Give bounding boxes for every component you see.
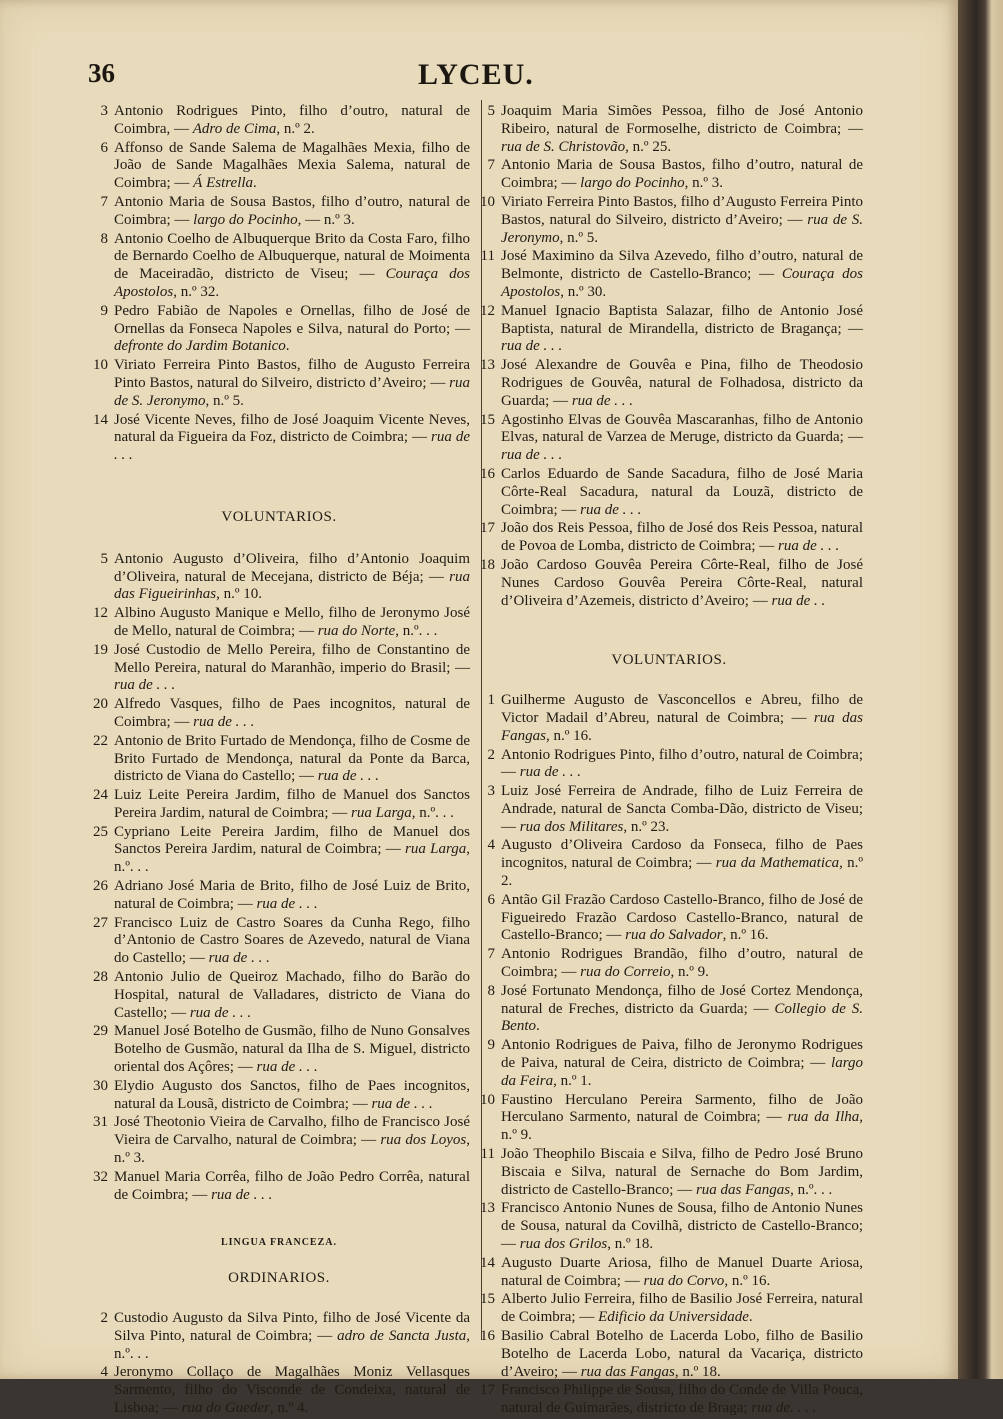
list-item xyxy=(475,248,863,301)
entry-text: Manuel Ignacio Baptista Salazar, filho de Antonio José Baptista, natural de Mirandella, districto de Bragança; — xyxy=(501,302,863,337)
entry-text: Cypriano Leite Pereira Jardim, filho de Manuel dos Sanctos Pereira Jardim, natural de Coimbra; — xyxy=(114,823,470,858)
entry-number: 17 xyxy=(480,1382,495,1399)
entry-number: 12 xyxy=(480,302,495,319)
entry-address: rua de . . . xyxy=(778,538,840,555)
section-heading-voluntarios-right: VOLUNTARIOS. xyxy=(611,652,727,669)
entry-tail: , n.º 18. xyxy=(607,1236,654,1253)
entry-text: Antonio Rodrigues Brandão, filho d’outro, natural de Coimbra; — xyxy=(501,946,863,981)
list-item xyxy=(475,303,863,356)
entry-address: defronte do Jardim Botanico xyxy=(114,338,286,355)
entry-tail: , n.º 9. xyxy=(670,964,709,981)
list-item xyxy=(475,157,863,193)
entry-text: João Theophilo Biscaia e Silva, filho de Pedro José Bruno Biscaia e Silva, natural de Sernache do Bom Jardim, districto de Castello-Branco; — xyxy=(501,1146,863,1198)
entry-number: 18 xyxy=(480,556,495,573)
entry-tail: , n.º 16. xyxy=(722,927,769,944)
entry-address: adro de Sancta Justa xyxy=(337,1327,467,1344)
entry-number: 4 xyxy=(487,837,495,854)
entry-number: 6 xyxy=(100,139,108,156)
entry-number: 10 xyxy=(93,357,108,374)
entry-number: 17 xyxy=(480,520,495,537)
list-item xyxy=(88,231,470,302)
entry-address: rua de . . . xyxy=(371,1095,433,1112)
entry-tail: , n.º. . . xyxy=(411,804,454,821)
entry-number: 19 xyxy=(93,641,108,658)
entry-text: Guilherme Augusto de Vasconcellos e Abreu, filho de Victor Madail d’Abreu, natural de Coimbra; — xyxy=(501,692,863,726)
entry-text: Antonio Maria de Sousa Bastos, filho d’outro, natural de Coimbra; — xyxy=(501,157,863,192)
section-heading-lingua-franceza: LINGUA FRANCEZA. xyxy=(220,1237,337,1249)
entry-address: rua das Fangas xyxy=(695,1181,791,1198)
entry-text: João Cardoso Gouvêa Pereira Côrte-Real, filho de José Nunes Cardoso Gouvêa Pereira Côrte-Real, natural d’Oliveira d’Azemeis, districto d’Aveiro; — xyxy=(501,556,863,609)
entry-tail: , n.º 23. xyxy=(623,818,670,835)
entry-number: 22 xyxy=(93,732,108,749)
list-item xyxy=(88,551,470,604)
list-item xyxy=(88,824,470,877)
entry-number: 31 xyxy=(93,1114,108,1131)
entry-text: Alfredo Vasques, filho de Paes incognitos, natural de Coimbra; — xyxy=(114,696,470,730)
right-column xyxy=(475,103,863,1419)
entry-address: rua de . . . xyxy=(256,895,318,912)
list-item xyxy=(475,892,863,945)
entry-tail: , n.º 1. xyxy=(553,1072,592,1089)
entry-address: rua dos Militares xyxy=(519,818,624,835)
entry-number: 2 xyxy=(487,746,495,763)
entry-tail: , — n.º 3. xyxy=(297,211,355,228)
entry-text: Augusto Duarte Ariosa, filho de Manuel Duarte Ariosa, natural de Coimbra; — xyxy=(501,1254,863,1289)
entry-address: Edificio da Universidade xyxy=(598,1309,749,1326)
entry-address: rua de . . . xyxy=(519,764,581,781)
entry-text: Agostinho Elvas de Gouvêa Mascaranhas, filho de Antonio Elvas, natural de Varzea de Meruge, districto da Guarda; — xyxy=(501,411,863,446)
list-item xyxy=(88,696,470,732)
entry-text: Antonio Coelho de Albuquerque Brito da Costa Faro, filho de Bernardo Coelho de Albuquerque, natural de Moimenta de Maceiradão, districto de Viseu; — xyxy=(114,230,470,283)
entry-address: rua de . . . xyxy=(193,713,255,730)
entry-address: rua das Fangas xyxy=(580,1363,675,1380)
entry-text: José Vicente Neves, filho de José Joaquim Vicente Neves, natural da Figueira da Foz, districto de Coimbra; — xyxy=(114,411,470,446)
entry-address: rua de . . . xyxy=(317,768,380,785)
entry-text: Adriano José Maria de Brito, filho de José Luiz de Brito, natural de Coimbra; — xyxy=(114,878,470,912)
list-item xyxy=(475,520,863,556)
list-item xyxy=(88,605,470,641)
section-heading-voluntarios-left: VOLUNTARIOS. xyxy=(221,508,337,525)
entry-tail: , n.º 9. xyxy=(501,1109,864,1144)
entry-number: 14 xyxy=(480,1254,495,1271)
list-item xyxy=(475,466,863,519)
entry-text: Francisco Antonio Nunes de Sousa, filho de Antonio Nunes de Sousa, natural da Covilhã, districto de Castello-Branco; — xyxy=(501,1200,863,1253)
entry-text: Manuel José Botelho de Gusmão, filho de Nuno Gonsalves Botelho de Gusmão, natural da Ilha de S. Miguel, districto oriental dos Açôres; — xyxy=(114,1023,470,1076)
list-item xyxy=(88,878,470,914)
list-item xyxy=(88,1023,470,1076)
entry-tail: , n.º. . . xyxy=(114,1327,470,1362)
entry-address: Couraça dos Apostolos xyxy=(501,266,863,300)
entry-address: rua de S. Christovão xyxy=(501,138,626,155)
entry-address: largo do Pocinho xyxy=(580,175,685,192)
entry-tail: , n.º 16. xyxy=(546,727,592,744)
entry-address: rua de . . . xyxy=(211,1186,273,1203)
entry-address: rua de . . . xyxy=(114,429,470,464)
entry-text: Viriato Ferreira Pinto Bastos, filho de Augusto Ferreira Pinto Bastos, natural do Silveiro, districto d’Aveiro; — xyxy=(114,357,470,391)
list-item xyxy=(88,733,470,786)
entry-address: rua de . . . xyxy=(189,1004,252,1021)
entry-number: 28 xyxy=(93,969,108,986)
entry-tail: , n.º. . . xyxy=(395,622,438,639)
list-item xyxy=(88,1114,470,1167)
entry-text: Francisco Luiz de Castro Soares da Cunha Rego, filho d’Antonio de Castro Soares de Azevedo, natural de Viana do Castello; — xyxy=(114,914,470,967)
entry-address: largo do Pocinho xyxy=(193,211,298,228)
entry-number: 13 xyxy=(480,357,495,374)
entry-address: rua da Ilha xyxy=(787,1109,860,1126)
page-header xyxy=(88,58,868,98)
entry-number: 7 xyxy=(487,157,495,174)
entry-number: 29 xyxy=(93,1023,108,1040)
entry-text: Alberto Julio Ferreira, filho de Basilio José Ferreira, natural de Coimbra; — xyxy=(501,1291,863,1326)
entry-tail: , n.º 4. xyxy=(269,1400,309,1416)
entry-number: 24 xyxy=(93,787,108,804)
list-item xyxy=(88,642,470,695)
entry-address: rua de . . . xyxy=(571,392,634,409)
entry-text: Luiz Leite Pereira Jardim, filho de Manuel dos Sanctos Pereira Jardim, natural de Coimbra; — xyxy=(114,787,470,821)
entry-text: Faustino Herculano Pereira Sarmento, filho de João Herculano Sarmento, natural de Coimbra; — xyxy=(501,1091,863,1126)
list-item xyxy=(88,303,470,356)
entry-number: 30 xyxy=(93,1077,108,1094)
entry-text: Francisco Philippe de Sousa, filho do Conde de Villa Pouca, natural de Guimarães, districto de Braga; xyxy=(501,1382,863,1417)
entry-number: 5 xyxy=(100,550,108,567)
entry-number: 4 xyxy=(100,1364,108,1381)
entry-number: 8 xyxy=(487,982,495,999)
entry-tail: , n.º 2. xyxy=(501,855,864,890)
entry-text: Albino Augusto Manique e Mello, filho de Jeronymo José de Mello, natural de Coimbra; — xyxy=(114,605,470,639)
entry-tail: . xyxy=(253,175,257,192)
entry-number: 7 xyxy=(487,946,495,963)
list-item xyxy=(475,357,863,410)
entry-text: Antonio Maria de Sousa Bastos, filho d’outro, natural de Coimbra; — xyxy=(114,193,470,228)
entry-text: Viriato Ferreira Pinto Bastos, filho d’Augusto Ferreira Pinto Bastos, natural do Silveiro, districto d’Aveiro; — xyxy=(501,193,863,228)
entry-number: 2 xyxy=(100,1310,108,1327)
entry-text: José Alexandre de Gouvêa e Pina, filho de Theodosio Rodrigues de Gouvêa, natural de Folhadosa, districto da Guarda; — xyxy=(501,357,863,409)
entry-tail: . xyxy=(748,1309,753,1326)
entry-text: José Custodio de Mello Pereira, filho de Constantino de Mello Pereira, natural do Maranhão, imperio do Brasil; — xyxy=(114,641,470,676)
list-item xyxy=(88,194,470,230)
entry-address: rua do Gueder xyxy=(181,1400,270,1416)
entry-number: 32 xyxy=(93,1168,108,1185)
entry-text: José Theotonio Vieira de Carvalho, filho de Francisco José Vieira de Carvalho, natural de Coimbra; — xyxy=(114,1114,470,1149)
entry-tail: , n.º 5. xyxy=(559,229,598,246)
list-item xyxy=(475,557,863,610)
entry-number: 12 xyxy=(93,605,108,622)
left-top-list xyxy=(88,103,470,465)
entry-number: 7 xyxy=(100,193,108,210)
entry-text: João dos Reis Pessoa, filho de José dos Reis Pessoa, natural de Povoa de Lomba, districto de Coimbra; — xyxy=(501,520,863,555)
list-item xyxy=(475,1291,863,1327)
entry-text: Antonio Augusto d’Oliveira, filho d’Antonio Joaquim d’Oliveira, natural de Mecejana, districto de Béja; — xyxy=(114,550,470,585)
list-item xyxy=(475,194,863,247)
list-item xyxy=(88,103,470,139)
entry-tail: . xyxy=(536,1018,540,1035)
entry-address: rua de . . . xyxy=(208,950,270,967)
entry-text: Joaquim Maria Simões Pessoa, filho de José Antonio Ribeiro, natural de Formoselhe, districto de Coimbra; — xyxy=(501,103,863,137)
list-item xyxy=(475,1382,863,1418)
entry-text: Antonio Rodrigues de Paiva, filho de Jeronymo Rodrigues de Paiva, natural de Ceira, districto de Coimbra; — xyxy=(501,1037,863,1072)
entry-address: rua de . . . xyxy=(256,1059,318,1076)
entry-text: Luiz José Ferreira de Andrade, filho de Luiz Ferreira de Andrade, natural de Sancta Comba-Dão, districto de Viseu; — xyxy=(501,783,863,835)
entry-text: Antonio Julio de Queiroz Machado, filho do Barão do Hospital, natural de Valladares, districto de Viana do Castello; — xyxy=(114,969,470,1021)
section-heading-ordinarios: ORDINARIOS. xyxy=(228,1270,330,1287)
entry-address: Couraça dos Apostolos xyxy=(114,266,470,300)
entry-address: rua do Norte xyxy=(317,622,396,639)
list-item xyxy=(88,357,470,410)
right-voluntarios-list xyxy=(475,692,863,1418)
list-item xyxy=(88,969,470,1022)
entry-address: rua dos Grilos xyxy=(519,1236,608,1253)
entry-tail: , n.º 18. xyxy=(674,1363,721,1380)
entry-tail: , n.º 10. xyxy=(216,586,262,603)
entry-text: Antão Gil Frazão Cardoso Castello-Branco, filho de José de Figueiredo Frazão Cardoso Castello-Branco, natural de Castello-Branco; — xyxy=(501,891,863,944)
entry-number: 8 xyxy=(100,230,108,247)
entry-text: Augusto d’Oliveira Cardoso da Fonseca, filho de Paes incognitos, natural de Coimbra; — xyxy=(501,837,863,872)
entry-text: Basilio Cabral Botelho de Lacerda Lobo, filho de Basilio Botelho de Lacerda Lobo, natural da Vacariça, districto d’Aveiro; — xyxy=(501,1328,863,1380)
entry-tail: , n.º 2. xyxy=(276,120,315,137)
entry-address: rua das Figueirinhas xyxy=(114,568,470,603)
entry-address: rua de . . xyxy=(771,592,826,609)
entry-address: Á Estrella xyxy=(193,175,254,192)
entry-text: Antonio de Brito Furtado de Mendonça, filho de Cosme de Brito Furtado de Mendonça, natural da Ponte da Barca, districto de Viana do Castello; — xyxy=(114,732,470,785)
entry-number: 13 xyxy=(480,1200,495,1217)
entry-text: Elydio Augusto dos Sanctos, filho de Paes incognitos, natural da Lousã, districto de Coimbra; — xyxy=(114,1077,470,1112)
entry-text: José Fortunato Mendonça, filho de José Cortez Mendonça, natural de Freches, districto da Guarda; — xyxy=(501,982,863,1017)
entry-address: rua de . . . xyxy=(501,447,563,464)
list-item xyxy=(475,1200,863,1253)
list-item xyxy=(88,1078,470,1114)
entry-number: 14 xyxy=(93,411,108,428)
entry-address: rua de . . . xyxy=(501,338,563,355)
entry-tail: , n.º. . . xyxy=(790,1181,833,1198)
list-item xyxy=(88,915,470,968)
left-voluntarios-list xyxy=(88,551,470,1205)
list-item xyxy=(88,1310,470,1363)
entry-text: Jeronymo Collaço de Magalhães Moniz Vellasques Sarmento, filho do Visconde de Condeixa, natural de Lisboa; — xyxy=(114,1364,470,1416)
entry-number: 16 xyxy=(480,465,495,482)
list-item xyxy=(475,1092,863,1145)
entry-number: 10 xyxy=(480,193,495,210)
entry-tail: , n.º 16. xyxy=(724,1272,771,1289)
list-item xyxy=(88,140,470,193)
entry-address: largo da Feira xyxy=(501,1055,863,1089)
entry-tail: , n.º 5. xyxy=(205,392,244,409)
entry-number: 3 xyxy=(100,103,108,119)
entry-number: 25 xyxy=(93,823,108,840)
entry-text: Antonio Rodrigues Pinto, filho d’outro, natural de Coimbra, — xyxy=(114,103,470,137)
entry-address: rua de S. Jeronymo xyxy=(501,211,863,246)
entry-number: 26 xyxy=(93,878,108,895)
list-item xyxy=(475,1037,863,1090)
entry-text: Affonso de Sande Salema de Magalhães Mexia, filho de João de Sande Magalhães Mexia Salema, natural de Coimbra; — xyxy=(114,139,470,192)
entry-tail: , n.º 30. xyxy=(560,283,607,300)
list-item xyxy=(475,1146,863,1199)
list-item xyxy=(475,783,863,836)
list-item xyxy=(475,1328,863,1381)
entry-tail: , n.º. . . xyxy=(114,841,470,876)
entry-text: Manuel Maria Corrêa, filho de João Pedro Corrêa, natural de Coimbra; — xyxy=(114,1168,470,1203)
entry-number: 27 xyxy=(93,914,108,931)
entry-number: 10 xyxy=(480,1091,495,1108)
list-item xyxy=(88,412,470,465)
entry-address: rua Larga xyxy=(405,841,467,858)
entry-address: rua de . . . xyxy=(114,677,176,694)
list-item xyxy=(88,1169,470,1205)
list-item xyxy=(475,412,863,465)
page-number: 36 xyxy=(88,58,115,88)
list-item xyxy=(475,983,863,1036)
entry-number: 9 xyxy=(487,1037,495,1054)
list-item xyxy=(88,787,470,823)
entry-number: 20 xyxy=(93,696,108,713)
right-top-list xyxy=(475,103,863,610)
entry-address: rua do Correio xyxy=(580,964,671,981)
entry-address: rua do Corvo xyxy=(643,1272,725,1289)
entry-tail: , n.º 25. xyxy=(625,138,672,155)
entry-address: rua da Mathematica xyxy=(715,855,840,872)
list-item xyxy=(475,692,863,745)
entry-address: rua de . . . xyxy=(580,501,642,518)
entry-text: Custodio Augusto da Silva Pinto, filho de José Vicente da Silva Pinto, natural de Coimbra; — xyxy=(114,1310,470,1344)
entry-address: rua Larga xyxy=(351,804,412,821)
entry-address: rua do Salvador xyxy=(625,927,723,944)
entry-address: rua dos Loyos xyxy=(380,1132,467,1149)
list-item xyxy=(475,1255,863,1291)
entry-number: 1 xyxy=(487,692,495,709)
entry-text: Pedro Fabião de Napoles e Ornellas, filho de José de Ornellas da Fonseca Napoles e Silva, natural do Porto; — xyxy=(114,302,470,337)
entry-address: rua das Fangas xyxy=(501,709,863,744)
entry-number: 6 xyxy=(487,891,495,908)
entry-number: 15 xyxy=(480,1291,495,1308)
list-item xyxy=(475,103,863,156)
entry-tail: , n.º 3. xyxy=(684,175,724,192)
entry-number: 11 xyxy=(480,248,495,265)
entry-address: rua de S. Jeronymo xyxy=(114,374,470,409)
entry-address: rua de. . . . xyxy=(751,1400,817,1417)
entry-tail: . xyxy=(285,338,290,355)
entry-text: Antonio Rodrigues Pinto, filho d’outro, natural de Coimbra; — xyxy=(501,746,863,781)
entry-number: 15 xyxy=(480,411,495,428)
list-item xyxy=(88,1364,470,1417)
list-item xyxy=(475,747,863,783)
entry-number: 5 xyxy=(487,103,495,119)
left-column xyxy=(88,103,470,1419)
entry-number: 16 xyxy=(480,1328,495,1344)
entry-address: Collegio de S. Bento xyxy=(501,1000,863,1035)
list-item xyxy=(475,837,863,890)
entry-number: 3 xyxy=(487,783,495,800)
entry-number: 11 xyxy=(480,1146,495,1163)
running-title: LYCEU. xyxy=(418,58,534,91)
entry-number: 9 xyxy=(100,302,108,319)
entry-text: José Maximino da Silva Azevedo, filho d’outro, natural de Belmonte, districto de Castello-Branco; — xyxy=(501,248,863,283)
entry-tail: , n.º 32. xyxy=(173,283,220,300)
entry-tail: , n.º 3. xyxy=(114,1132,471,1167)
left-ordinarios-list xyxy=(88,1310,470,1418)
binding-edge xyxy=(958,0,1003,1379)
entry-text: Carlos Eduardo de Sande Sacadura, filho de José Maria Côrte-Real Sacadura, natural da Louzã, districto de Coimbra; — xyxy=(501,465,863,518)
list-item xyxy=(475,946,863,982)
entry-address: Adro de Cima xyxy=(192,120,277,137)
